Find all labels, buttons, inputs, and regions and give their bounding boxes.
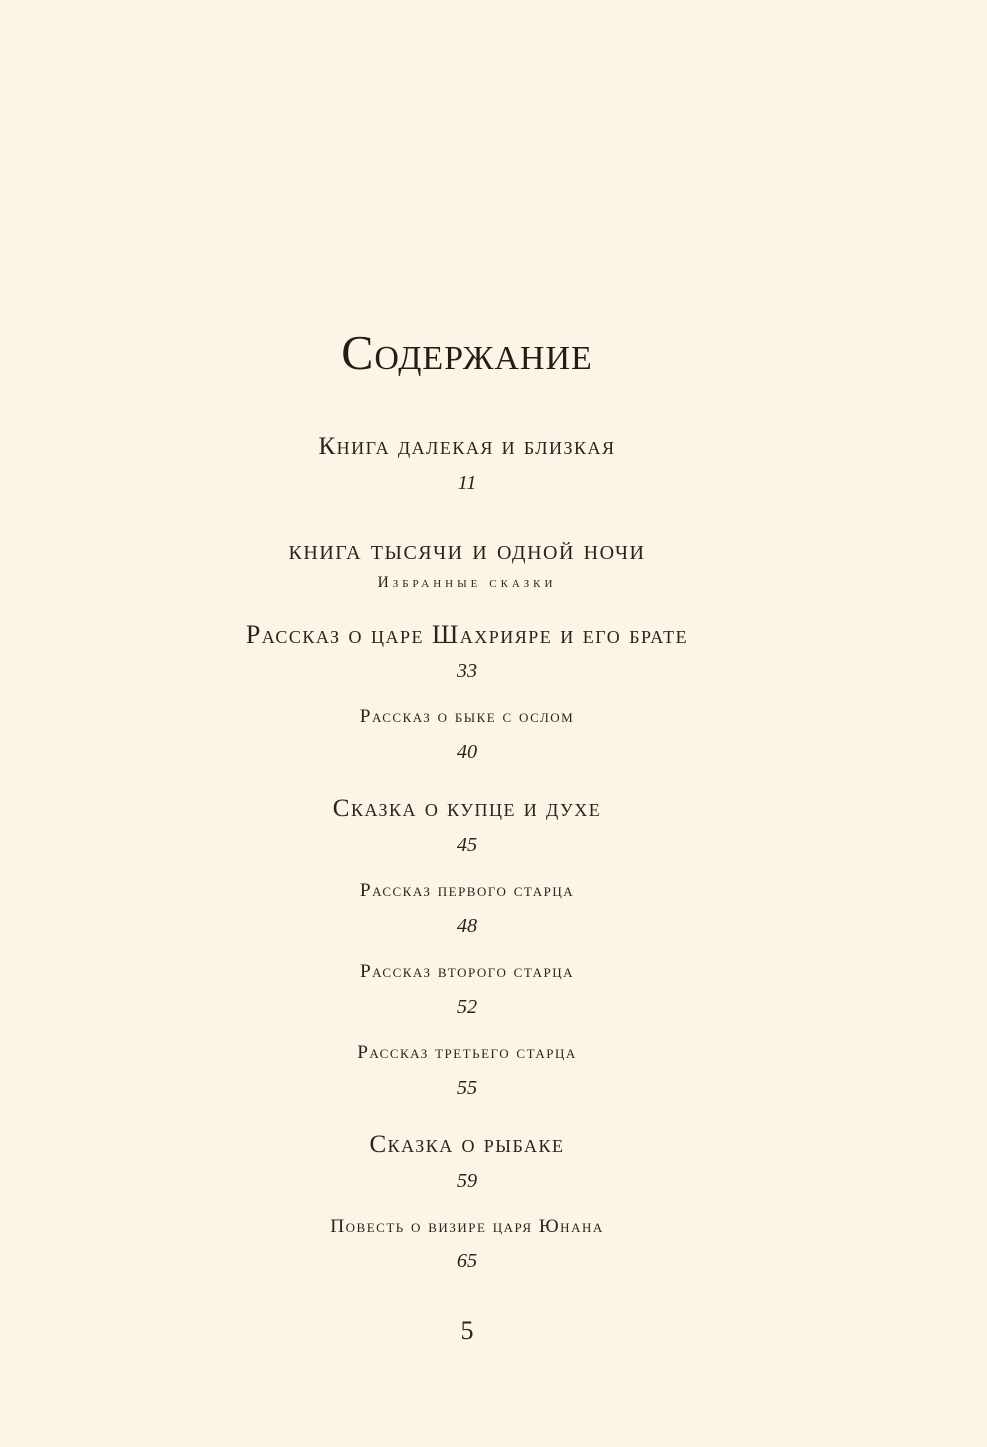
toc-entry-title: Рассказ о быке с ослом bbox=[359, 706, 575, 727]
toc-entry-title: Книга далекая и близкая bbox=[318, 433, 616, 460]
toc-entry-title: Рассказ третьего старца bbox=[357, 1042, 577, 1063]
toc-entry-title: Рассказ о царе Шахрияре и его брате bbox=[245, 620, 689, 649]
toc-entry-page: 59 bbox=[456, 1170, 478, 1192]
toc-entry-page: 40 bbox=[456, 741, 478, 763]
toc-entry-page: 33 bbox=[456, 660, 478, 682]
toc-entry-title: Сказка о рыбаке bbox=[369, 1131, 565, 1158]
page-title: Содержание bbox=[341, 327, 593, 380]
page-number: 5 bbox=[460, 1316, 474, 1345]
toc-entry-page: 48 bbox=[456, 915, 478, 937]
toc-entry-page: 11 bbox=[457, 472, 477, 494]
toc-entry-page: 45 bbox=[456, 834, 478, 856]
toc-entry-title: Повесть о визире царя Юнана bbox=[330, 1216, 604, 1237]
section-heading: книга тысячи и одной ночи bbox=[288, 534, 646, 566]
toc-entry-title: Рассказ второго старца bbox=[359, 961, 575, 982]
toc-entry-page: 65 bbox=[456, 1250, 478, 1272]
toc-entry-title: Рассказ первого старца bbox=[359, 880, 575, 901]
toc-entry-page: 55 bbox=[456, 1077, 478, 1099]
toc-entry-page: 52 bbox=[456, 996, 478, 1018]
toc-entry-title: Сказка о купце и духе bbox=[332, 795, 602, 822]
section-subtitle: Избранные сказки bbox=[377, 574, 557, 591]
